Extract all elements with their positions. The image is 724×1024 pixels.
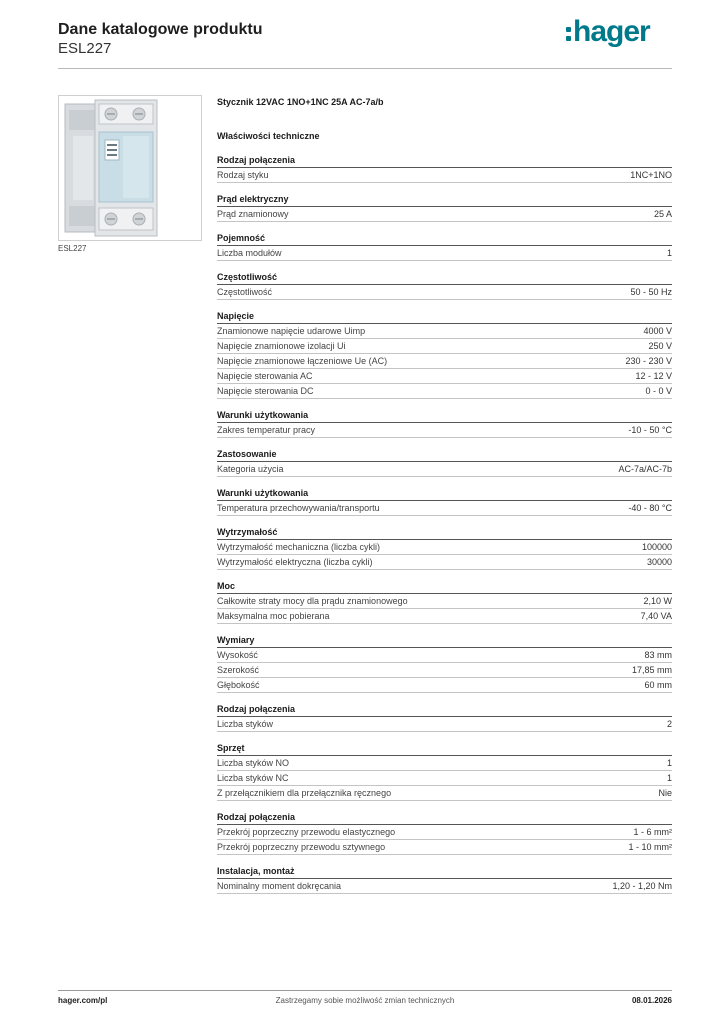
property-row <box>217 756 672 771</box>
property-row <box>217 678 672 693</box>
property-row <box>217 501 672 516</box>
property-group <box>217 525 672 570</box>
product-code: ESL227 <box>58 40 112 57</box>
property-value: 12 - 12 V <box>635 371 672 381</box>
property-label: Maksymalna moc pobierana <box>217 611 330 621</box>
property-row <box>217 786 672 801</box>
property-label: Wysokość <box>217 650 258 660</box>
footer-disclaimer: Zastrzegamy sobie możliwość zmian technicznych <box>275 996 455 1005</box>
logo-text: hager <box>573 15 650 48</box>
property-row <box>217 207 672 222</box>
property-label: Zakres temperatur pracy <box>217 425 316 435</box>
group-title: Warunki użytkowania <box>217 486 672 501</box>
property-value: -10 - 50 °C <box>628 425 672 435</box>
property-value: AC-7a/AC-7b <box>618 464 672 474</box>
group-title: Rodzaj połączenia <box>217 153 672 168</box>
property-value: 4000 V <box>643 326 672 336</box>
header-divider <box>58 68 672 69</box>
page-footer <box>58 996 672 1010</box>
property-group <box>217 810 672 855</box>
property-label: Wytrzymałość elektryczna (liczba cykli) <box>217 557 373 567</box>
property-row <box>217 285 672 300</box>
group-title: Wytrzymałość <box>217 525 672 540</box>
property-value: -40 - 80 °C <box>628 503 672 513</box>
property-group <box>217 486 672 516</box>
property-value: 83 mm <box>644 650 672 660</box>
property-value: 1 <box>666 758 672 768</box>
property-value: 1 <box>666 773 672 783</box>
property-label: Całkowite straty mocy dla prądu znamionowego <box>217 596 408 606</box>
property-row <box>217 825 672 840</box>
property-label: Napięcie sterowania DC <box>217 386 314 396</box>
group-title: Pojemność <box>217 231 672 246</box>
footer-divider <box>58 990 672 991</box>
property-group <box>217 741 672 801</box>
property-label: Prąd znamionowy <box>217 209 289 219</box>
property-groups <box>217 153 672 894</box>
property-value: 50 - 50 Hz <box>630 287 672 297</box>
property-row <box>217 246 672 261</box>
property-value: 2,10 W <box>643 596 672 606</box>
property-label: Znamionowe napięcie udarowe Uimp <box>217 326 366 336</box>
group-title: Prąd elektryczny <box>217 192 672 207</box>
property-row <box>217 879 672 894</box>
property-value: 25 A <box>653 209 672 219</box>
property-group <box>217 702 672 732</box>
property-row <box>217 384 672 399</box>
group-title: Napięcie <box>217 309 672 324</box>
property-group <box>217 579 672 624</box>
hager-logo <box>566 16 650 48</box>
property-value: 250 V <box>648 341 672 351</box>
group-title: Częstotliwość <box>217 270 672 285</box>
property-row <box>217 369 672 384</box>
product-name: Stycznik 12VAC 1NO+1NC 25A AC-7a/b <box>217 97 384 107</box>
property-row <box>217 771 672 786</box>
group-title: Warunki użytkowania <box>217 408 672 423</box>
property-label: Liczba modułów <box>217 248 282 258</box>
group-title: Rodzaj połączenia <box>217 702 672 717</box>
property-value: 230 - 230 V <box>625 356 672 366</box>
property-row <box>217 663 672 678</box>
group-title: Zastosowanie <box>217 447 672 462</box>
product-details <box>217 95 672 903</box>
property-value: 60 mm <box>644 680 672 690</box>
property-value: 1 - 10 mm² <box>628 842 672 852</box>
property-label: Napięcie sterowania AC <box>217 371 313 381</box>
property-value: 0 - 0 V <box>645 386 672 396</box>
group-title: Instalacja, montaż <box>217 864 672 879</box>
property-value: 1 - 6 mm² <box>633 827 672 837</box>
property-row <box>217 540 672 555</box>
property-row <box>217 840 672 855</box>
property-value: 30000 <box>646 557 672 567</box>
property-value: 2 <box>666 719 672 729</box>
property-label: Przekrój poprzeczny przewodu sztywnego <box>217 842 386 852</box>
property-label: Szerokość <box>217 665 260 675</box>
property-label: Przekrój poprzeczny przewodu elastycznego <box>217 827 396 837</box>
property-label: Częstotliwość <box>217 287 273 297</box>
property-value: 1,20 - 1,20 Nm <box>612 881 672 891</box>
property-label: Napięcie znamionowe łączeniowe Ue (AC) <box>217 356 388 366</box>
property-value: 17,85 mm <box>631 665 672 675</box>
property-label: Liczba styków <box>217 719 274 729</box>
property-value: 7,40 VA <box>640 611 672 621</box>
property-row <box>217 462 672 477</box>
property-value: 1NC+1NO <box>630 170 672 180</box>
property-value: 1 <box>666 248 672 258</box>
product-image <box>58 95 202 241</box>
property-row <box>217 354 672 369</box>
logo-dots-icon <box>566 27 571 41</box>
property-row <box>217 324 672 339</box>
contactor-icon <box>59 96 201 240</box>
property-label: Głębokość <box>217 680 260 690</box>
group-title: Sprzęt <box>217 741 672 756</box>
image-caption: ESL227 <box>58 244 87 253</box>
property-group <box>217 864 672 894</box>
group-title: Wymiary <box>217 633 672 648</box>
property-row <box>217 555 672 570</box>
property-group <box>217 270 672 300</box>
page-title: Dane katalogowe produktu <box>58 21 263 38</box>
property-value: 100000 <box>641 542 672 552</box>
property-group <box>217 192 672 222</box>
property-label: Temperatura przechowywania/transportu <box>217 503 380 513</box>
property-label: Z przełącznikiem dla przełącznika ręcznego <box>217 788 392 798</box>
property-label: Liczba styków NO <box>217 758 290 768</box>
property-row <box>217 423 672 438</box>
property-row <box>217 717 672 732</box>
property-row <box>217 648 672 663</box>
property-group <box>217 231 672 261</box>
property-group <box>217 447 672 477</box>
property-group <box>217 153 672 183</box>
property-label: Napięcie znamionowe izolacji Ui <box>217 341 346 351</box>
page-header <box>58 20 262 58</box>
property-label: Liczba styków NC <box>217 773 289 783</box>
property-group <box>217 633 672 693</box>
group-title: Rodzaj połączenia <box>217 810 672 825</box>
property-label: Kategoria użycia <box>217 464 284 474</box>
footer-date: 08.01.2026 <box>631 996 672 1005</box>
property-group <box>217 408 672 438</box>
group-title: Moc <box>217 579 672 594</box>
property-row <box>217 594 672 609</box>
property-row <box>217 339 672 354</box>
properties-heading: Właściwości techniczne <box>217 131 320 141</box>
footer-website: hager.com/pl <box>58 996 108 1005</box>
property-row <box>217 609 672 624</box>
property-value: Nie <box>658 788 672 798</box>
property-group <box>217 309 672 399</box>
property-row <box>217 168 672 183</box>
property-label: Nominalny moment dokręcania <box>217 881 342 891</box>
property-label: Wytrzymałość mechaniczna (liczba cykli) <box>217 542 380 552</box>
property-label: Rodzaj styku <box>217 170 269 180</box>
